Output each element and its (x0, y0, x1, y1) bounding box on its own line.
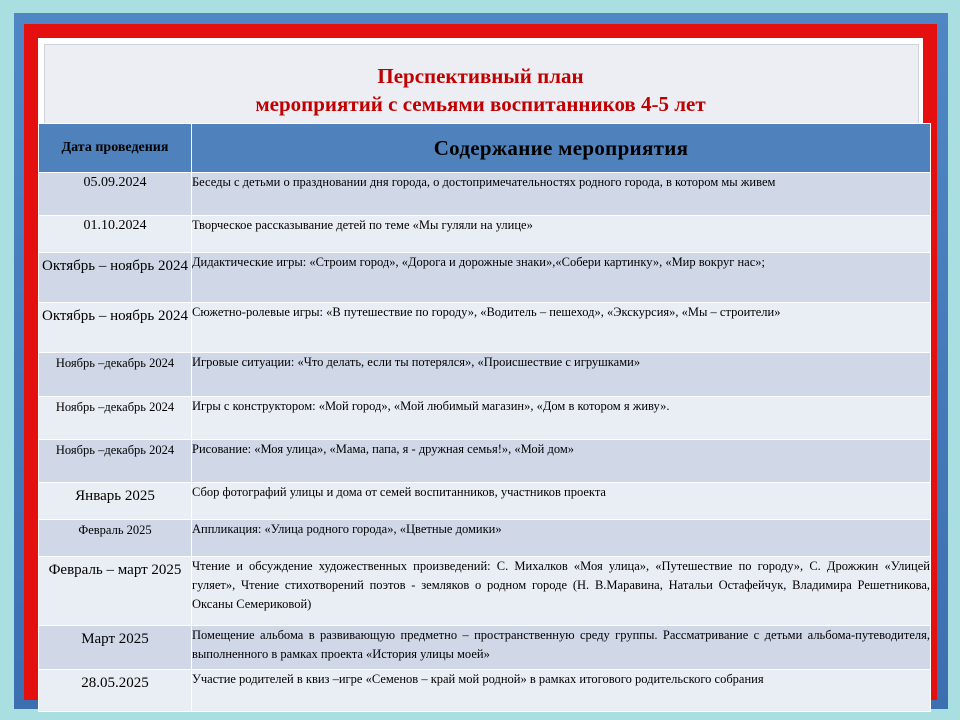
row-date: Ноябрь –декабрь 2024 (39, 353, 192, 397)
table-row (39, 440, 931, 483)
table-row (39, 353, 931, 397)
header-content: Содержание мероприятия (192, 124, 931, 173)
row-content: Помещение альбома в развивающую предметно – пространственную среду группы. Рассматривание с детьми альбома-путеводителя, выполненного в рамках проекта «История улицы моей» (192, 626, 931, 670)
table-header-row (39, 124, 931, 173)
header-date: Дата проведения (39, 124, 192, 173)
row-content: Творческое рассказывание детей по теме «Мы гуляли на улице» (192, 216, 931, 253)
page-title (38, 62, 923, 118)
row-date: Октябрь – ноябрь 2024 (39, 253, 192, 303)
table-row (39, 483, 931, 520)
row-content: Аппликация: «Улица родного города», «Цветные домики» (192, 520, 931, 557)
table-row (39, 216, 931, 253)
table-row (39, 397, 931, 440)
row-content: Дидактические игры: «Строим город», «Дорога и дорожные знаки»,«Собери картинку», «Мир вокруг нас»; (192, 253, 931, 303)
title-line-2: мероприятий с семьями воспитанников 4-5 лет (255, 92, 706, 116)
row-date: Февраль 2025 (39, 520, 192, 557)
table-row (39, 303, 931, 353)
table-row (39, 520, 931, 557)
row-content: Беседы с детьми о праздновании дня города, о достопримечательностях родного города, в котором мы живем (192, 173, 931, 216)
title-line-1: Перспективный план (377, 64, 584, 88)
row-date: 05.09.2024 (39, 173, 192, 216)
row-date: 28.05.2025 (39, 670, 192, 712)
table-row (39, 670, 931, 712)
row-content: Рисование: «Моя улица», «Мама, папа, я - дружная семья!», «Мой дом» (192, 440, 931, 483)
row-date: Март 2025 (39, 626, 192, 670)
table-row (39, 173, 931, 216)
table-row (39, 626, 931, 670)
row-date: Январь 2025 (39, 483, 192, 520)
row-content: Игровые ситуации: «Что делать, если ты потерялся», «Происшествие с игрушками» (192, 353, 931, 397)
row-content: Сбор фотографий улицы и дома от семей воспитанников, участников проекта (192, 483, 931, 520)
events-table (38, 123, 931, 712)
row-date: Февраль – март 2025 (39, 557, 192, 626)
row-date: Октябрь – ноябрь 2024 (39, 303, 192, 353)
row-content: Участие родителей в квиз –игре «Семенов – край мой родной» в рамках итогового родительского собрания (192, 670, 931, 712)
row-content: Игры с конструктором: «Мой город», «Мой любимый магазин», «Дом в котором я живу». (192, 397, 931, 440)
row-date: Ноябрь –декабрь 2024 (39, 397, 192, 440)
row-date: Ноябрь –декабрь 2024 (39, 440, 192, 483)
row-content: Сюжетно-ролевые игры: «В путешествие по городу», «Водитель – пешеход», «Экскурсия», «Мы – строители» (192, 303, 931, 353)
row-content: Чтение и обсуждение художественных произведений: С. Михалков «Моя улица», «Путешествие по городу», С. Дрожжин «Улицей гуляет», Чтение стихотворений поэтов - земляков о родном городе (Н. В.Маравина, Натальи Остафейчук, Владимира Решетникова, Оксаны Семериковой) (192, 557, 931, 626)
table-row (39, 253, 931, 303)
table-row (39, 557, 931, 626)
row-date: 01.10.2024 (39, 216, 192, 253)
